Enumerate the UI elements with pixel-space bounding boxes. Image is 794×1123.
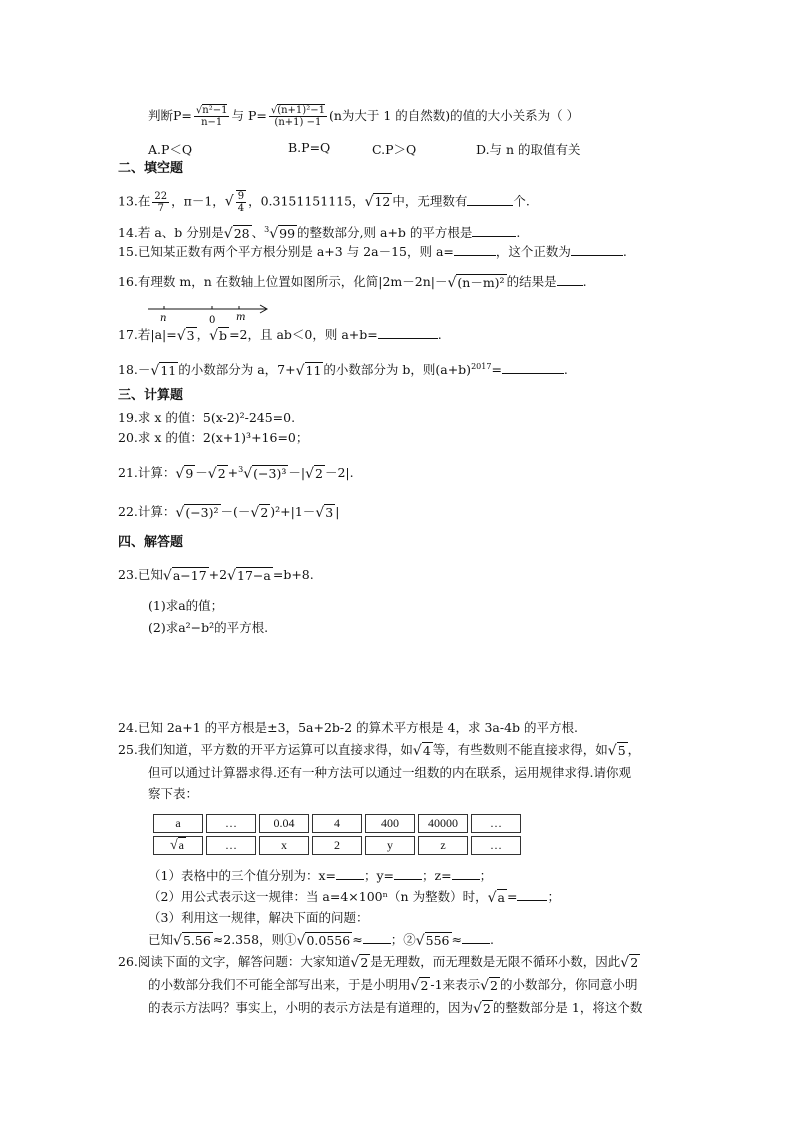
q19-line: 19.求 x 的值：5(x-2)²-245=0. [118, 410, 296, 425]
q13-root-frac: √ $\frac{9}{4}$ [224, 191, 245, 214]
q25-p4f: . [489, 932, 494, 947]
q25-p1: （1）表格中的三个值分别为：x= [148, 868, 336, 883]
q18-exponent: 2017 [471, 362, 492, 371]
q17-b: ， [196, 327, 210, 342]
q21-root9-val: 9 [185, 465, 194, 481]
q26-l3a: 的表示方法吗？事实上，小明的表示方法是有道理的，因为 [148, 1000, 474, 1015]
q26-l3b: 的整数部分是 1，将这个数 [492, 1000, 643, 1015]
section-fill-title: 二、填空题 [118, 161, 184, 176]
option-d: D.与 n 的取值有关 [476, 142, 581, 157]
q18-d: = [491, 362, 502, 378]
q23-m2: =b+8. [272, 567, 314, 582]
q26-root2e: √2 [473, 1000, 491, 1017]
q13-frac-num: 22 [154, 190, 168, 202]
q22-line [118, 504, 339, 521]
q17-root3: √3 [176, 327, 195, 344]
q-fraction: $\frac{\text{√(n+1)²−1}}{(n+1) -1}$ [270, 105, 325, 128]
q25-p4e: ≈ [451, 932, 462, 947]
table-cell: x [259, 836, 309, 855]
q17-blank[interactable] [378, 327, 438, 339]
q15-blank-b[interactable] [571, 244, 623, 256]
q25-root0556-val: 0.0556 [306, 932, 351, 948]
q25-l1a: 25.我们知道，平方数的开平方运算可以直接求得，如 [118, 742, 413, 757]
number-line [148, 303, 278, 325]
q12-prefix: 判断P= [148, 108, 192, 123]
q25-roota: √a [487, 889, 505, 906]
q25-l1c: ， [627, 742, 641, 757]
p-fraction: $\frac{\text{√n²−1}}{n-1}$ [195, 105, 228, 128]
q18-root11a: √11 [150, 362, 177, 379]
table-cell: a [153, 814, 203, 833]
q17-rootb-val: b [219, 327, 228, 343]
q18-root11a-val: 11 [160, 362, 177, 378]
q26-l2c: 的小数部分，你同意小明 [499, 977, 638, 992]
q21-root2b-val: 2 [315, 465, 323, 481]
q26-root2b: √2 [620, 954, 639, 971]
q14-root99-val: 99 [279, 225, 296, 241]
q13-fraction [152, 191, 169, 214]
table-cell: … [471, 814, 521, 833]
q23-a: 23.已知 [118, 567, 163, 582]
table-row [153, 836, 521, 855]
table-cell: z [418, 836, 468, 855]
q25-p4b: ≈2.358，则① [212, 932, 297, 947]
q16-a: 16.有理数 m，n 在数轴上位置如图所示，化简|2m－2n|－ [118, 274, 448, 289]
q15-blank-a[interactable] [454, 244, 496, 256]
q25-line1 [118, 742, 640, 759]
q22-root2: √2 [250, 504, 269, 521]
q14-blank[interactable] [472, 225, 516, 237]
q17-c: =2，且 ab＜0，则 a+b= [229, 327, 378, 342]
q16-blank[interactable] [557, 274, 583, 286]
q18-e: . [563, 362, 568, 378]
q22-m1: －(－ [220, 504, 251, 519]
q22-root3: √3 [315, 504, 334, 521]
q26-root2d-val: 2 [490, 977, 498, 993]
q25-p1c: ；z= [422, 868, 452, 883]
q26-root2c-val: 2 [420, 977, 429, 993]
q16-root: √(n－m)² [447, 274, 505, 291]
q26-line1 [118, 954, 640, 971]
table-root-a: a [178, 837, 184, 852]
label-zero: 0 [209, 315, 216, 325]
q13-root12-val: 12 [374, 194, 391, 209]
q25-part3: （3）利用这一规律，解决下面的问题： [148, 910, 369, 925]
q14-a: 14.若 a、b 分别是 [118, 225, 224, 241]
q23-m1: +2 [208, 567, 228, 582]
q24-line: 24.已知 2a+1 的平方根是±3，5a+2b-2 的算术平方根是 4，求 3a-4b 的平方根. [118, 720, 578, 735]
q18-root11b-val: 11 [305, 362, 322, 378]
q25-root556: √5.56 [173, 932, 211, 949]
q17-d: . [437, 327, 442, 342]
q22-root2-val: 2 [260, 504, 269, 520]
q26-line2 [148, 977, 637, 994]
q14-b: 、 [251, 225, 265, 241]
q26-root2d: √2 [480, 977, 498, 994]
q22-a: 22.计算： [118, 504, 176, 519]
q23-line [118, 567, 314, 584]
q13-a: 13.在 [118, 193, 151, 209]
q13-blank[interactable] [467, 194, 513, 206]
q26-l2a: 的小数部分我们不可能全部写出来，于是小明用 [148, 977, 411, 992]
q12-suffix: (n为大于 1 的自然数)的值的大小关系为（ ） [328, 108, 580, 123]
q13-e: 中，无理数有 [392, 193, 468, 209]
q22-root1-val: (−3)² [185, 504, 219, 520]
table-cell: … [206, 836, 256, 855]
q13-c: ，0.3151151115， [248, 193, 365, 209]
q15-b: ，这个正数为 [495, 244, 571, 259]
q-denominator: (n+1) −1 [274, 117, 322, 128]
q14-root99: √99 [269, 225, 296, 242]
q15-line [118, 244, 627, 260]
q23-root2-val: 17−a [237, 567, 271, 583]
p-denominator: n−1 [201, 117, 223, 128]
q26-l1b: 是无理数，而无理数是无限不循环小数，因此 [370, 954, 621, 969]
q25-line3: 察下表： [148, 786, 199, 801]
table-cell: y [365, 836, 415, 855]
q23-root2: √17−a [227, 567, 271, 584]
table-cell: 4 [312, 814, 362, 833]
q13-line [118, 190, 530, 214]
q25-root556-val: 5.56 [182, 932, 211, 948]
q13-f: 个. [513, 193, 530, 209]
q23-part2: (2)求a²−b²的平方根. [148, 620, 269, 635]
p-numerator: n²−1 [202, 105, 228, 116]
q16-root-val: (n－m)² [457, 274, 505, 290]
q15-a: 15.已知某正数有两个平方根分别是 a+3 与 2a－15，则 a= [118, 244, 454, 259]
q15-c: . [622, 244, 627, 259]
table-cell: 40000 [418, 814, 468, 833]
table-cell: … [471, 836, 521, 855]
q25-part2 [148, 889, 560, 906]
q22-m2: )²+|1－ [270, 504, 316, 519]
q25-table [150, 811, 524, 858]
q21-m3: －| [288, 465, 306, 481]
blank-z[interactable] [452, 868, 480, 880]
table-cell: 2 [312, 836, 362, 855]
blank-q1[interactable] [363, 932, 391, 944]
q25-part1 [148, 868, 492, 884]
q26-root2a-val: 2 [360, 954, 369, 970]
q25-p2b: = [506, 889, 518, 904]
q13-frac-den: 7 [157, 202, 164, 214]
q23-part1: (1)求a的值； [148, 598, 224, 613]
q25-p2c: ； [547, 889, 560, 904]
q14-d: . [516, 225, 521, 241]
blank-y[interactable] [394, 868, 422, 880]
table-cell: 0.04 [259, 814, 309, 833]
q26-root2e-val: 2 [482, 1000, 491, 1016]
q20-line: 20.求 x 的值：2(x+1)³+16=0； [118, 430, 309, 445]
q21-cbrt-val: (−3)³ [253, 465, 287, 481]
q21-root2b: √2 [305, 465, 323, 482]
q25-p4a: 已知 [148, 932, 174, 947]
table-cell: … [206, 814, 256, 833]
q25-rootbig-val: 556 [425, 932, 450, 948]
q26-root2a: √2 [350, 954, 369, 971]
q17-line [118, 327, 442, 344]
q17-root3-val: 3 [186, 327, 195, 343]
option-a: A.P＜Q [148, 142, 193, 157]
option-c: C.P＞Q [372, 142, 417, 157]
q14-root28: √28 [223, 225, 250, 242]
q25-root4: √4 [412, 742, 431, 759]
q13-root12: √12 [364, 194, 391, 210]
q21-m1: － [195, 465, 208, 481]
q25-root4-val: 4 [422, 742, 431, 758]
q14-c: 的整数部分,则 a+b 的平方根是 [297, 225, 473, 241]
q25-p4d: ；② [390, 932, 416, 947]
q25-p2: （2）用公式表示这一规律：当 a=4×100ⁿ（n 为整数）时， [148, 889, 488, 904]
q18-b: 的小数部分为 a，7+ [178, 362, 296, 378]
q26-root2c: √2 [410, 977, 429, 994]
q13-rootfrac-den: 4 [237, 203, 245, 214]
q12-line [148, 105, 579, 128]
blank-x[interactable] [336, 868, 364, 880]
q25-line2: 但可以通过计算器求得.还有一种方法可以通过一组数的内在联系，运用规律求得.请你观 [148, 765, 631, 780]
q25-p1d: ； [479, 868, 493, 883]
q26-l2b: -1来表示 [430, 977, 481, 992]
q16-line [118, 274, 587, 291]
q21-cbrt-index: 3 [238, 465, 244, 474]
q25-roota-val: a [497, 889, 505, 905]
q22-root3-val: 3 [325, 504, 334, 520]
q14-line [118, 222, 520, 242]
q26-l1a: 26.阅读下面的文字，解答问题：大家知道 [118, 954, 351, 969]
q18-a: 18.－ [118, 362, 151, 378]
section-solve-title: 四、解答题 [118, 535, 184, 550]
q23-root1-val: a−17 [172, 567, 207, 583]
q21-root2-val: 2 [217, 465, 226, 481]
q13-b: ，π－1， [171, 193, 225, 209]
q25-root0556: √0.0556 [296, 932, 351, 949]
table-cell: 400 [365, 814, 415, 833]
q16-c: . [582, 274, 587, 289]
q25-l1b: 等，有些数则不能直接求得，如 [432, 742, 608, 757]
q18-root11b: √11 [295, 362, 322, 379]
q23-root1: √a−17 [162, 567, 207, 584]
q21-m2: + [227, 465, 239, 481]
q13-rootfrac-num: 9 [237, 191, 245, 202]
q25-root5-val: 5 [617, 742, 626, 758]
q22-m3: | [335, 504, 340, 519]
q21-line [118, 462, 354, 482]
blank-q2[interactable] [462, 932, 490, 944]
q14-cbrt-index: 3 [264, 225, 270, 234]
q14-root28-val: 28 [233, 225, 250, 241]
q12-mid: 与 P= [231, 108, 267, 123]
blank-formula[interactable] [517, 889, 547, 901]
table-row [153, 814, 521, 833]
q21-cbrt: √(−3)³ [243, 465, 287, 482]
q18-c: 的小数部分为 b，则(a+b) [323, 362, 472, 378]
label-n: n [160, 313, 167, 324]
q21-root2: √2 [207, 465, 226, 482]
q25-p1b: ；y= [363, 868, 395, 883]
q25-p4c: ≈ [352, 932, 363, 947]
q18-line [118, 359, 568, 379]
table-cell: √a [153, 836, 203, 855]
q26-root2b-val: 2 [630, 954, 639, 970]
q25-part4 [148, 932, 494, 949]
q21-a: 21.计算： [118, 465, 176, 481]
q22-root1: √(−3)² [175, 504, 219, 521]
q-numerator: (n+1)²−1 [277, 105, 325, 116]
section-calc-title: 三、计算题 [118, 388, 184, 403]
q26-line3 [148, 1000, 642, 1017]
q17-rootb: √b [209, 327, 228, 344]
q17-a: 17.若|a|= [118, 327, 177, 342]
q21-root9: √9 [175, 465, 194, 482]
q25-root5: √5 [607, 742, 626, 759]
label-m: m [236, 312, 246, 323]
q21-m4: －2|. [324, 465, 354, 481]
q25-rootbig: √556 [415, 932, 450, 949]
q16-b: 的结果是 [506, 274, 557, 289]
q18-blank[interactable] [502, 362, 564, 374]
option-b: B.P=Q [288, 140, 331, 155]
